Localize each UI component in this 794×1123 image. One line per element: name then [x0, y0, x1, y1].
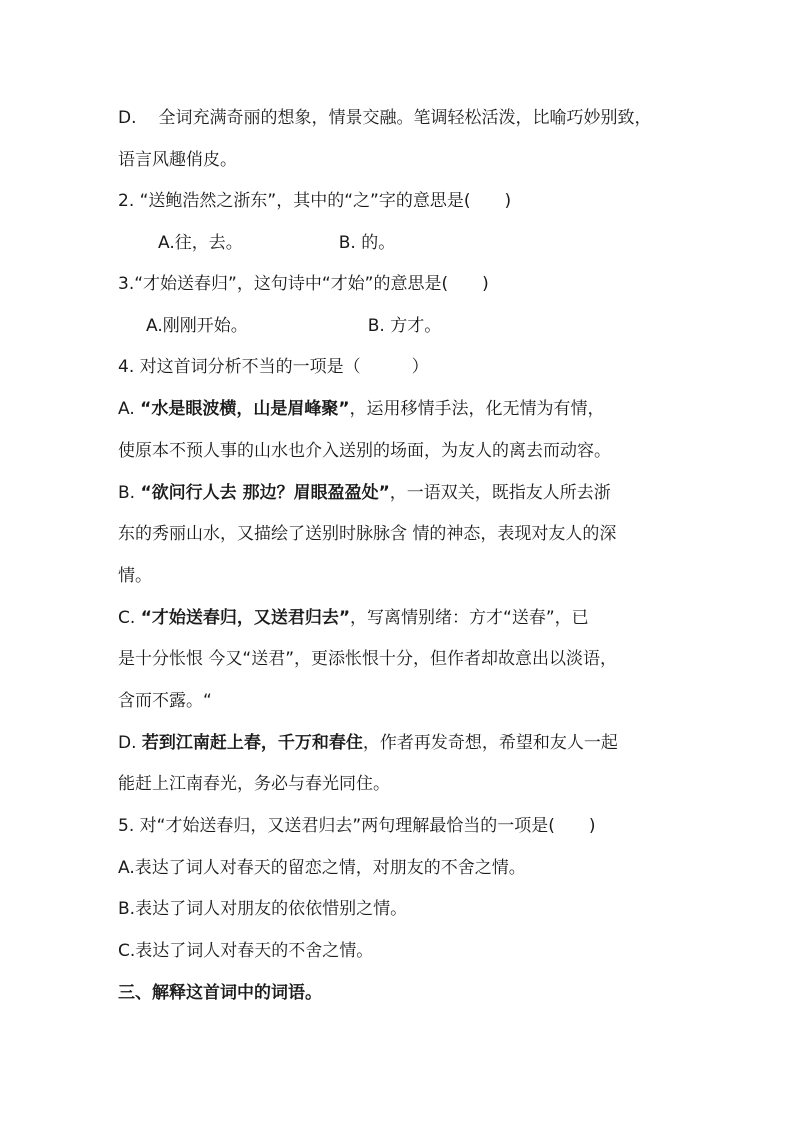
option-label: B.	[118, 483, 141, 503]
q4-option-a-line-1	[118, 397, 605, 421]
option-a: A.往，去。	[158, 233, 243, 253]
quoted-verse: “才始送春归，又送君归去”	[140, 608, 351, 628]
option-text: 全词充满奇丽的想象，情景交融。笔调轻松活泼，比喻巧妙别致，	[158, 108, 652, 128]
option-label: D.	[118, 733, 142, 753]
option-d-line-1	[118, 106, 652, 130]
option-b: B. 的。	[338, 233, 396, 253]
question-4: 4. 对这首词分析不当的一项是（ ）	[118, 357, 429, 377]
option-text: ，一语双关，既指友人所去浙	[389, 483, 611, 503]
q4-option-d-line-2: 能赶上江南春光，务必与春光同住。	[118, 774, 390, 794]
q4-option-b-line-3: 情。	[118, 566, 152, 586]
option-label: D.	[118, 108, 137, 128]
q5-option-b: B.表达了词人对朋友的依依惜别之情。	[118, 899, 408, 919]
question-2: 2. “送鲍浩然之浙东”，其中的“之”字的意思是( )	[118, 191, 512, 211]
q5-option-c: C.表达了词人对春天的不舍之情。	[118, 941, 374, 961]
option-text: ，运用移情手法，化无情为有情，	[349, 399, 605, 419]
q4-option-c-line-3: 含而不露。“	[118, 691, 212, 711]
quoted-verse: “水是眼波横，山是眉峰聚”	[140, 399, 350, 419]
question-3: 3.“才始送春归”，这句诗中“才始”的意思是( )	[118, 274, 489, 294]
quoted-verse: 若到江南赶上春，千万和春住	[141, 733, 363, 753]
quoted-verse: “欲问行人去 那边？眉眼盈盈处”	[140, 483, 390, 503]
q4-option-c-line-2: 是十分怅恨 今又“送君”，更添怅恨十分，但作者却故意出以淡语，	[118, 649, 618, 669]
option-text: ，写离情别绪：方才“送春”，已	[350, 608, 589, 628]
question-3-options	[146, 314, 441, 338]
q4-option-c-line-1	[118, 606, 589, 630]
question-2-options	[158, 231, 395, 255]
section-heading-3: 三、解释这首词中的词语。	[118, 983, 322, 1003]
option-b: B. 方才。	[367, 316, 442, 336]
option-text: ，作者再发奇想，希望和友人一起	[362, 733, 618, 753]
option-label: A.	[118, 399, 141, 419]
q5-option-a: A.表达了词人对春天的留恋之情，对朋友的不舍之情。	[118, 858, 526, 878]
q4-option-b-line-1	[118, 481, 611, 505]
q4-option-a-line-2: 使原本不预人事的山水也介入送别的场面，为友人的离去而动容。	[118, 441, 611, 461]
option-label: C.	[118, 608, 141, 628]
option-d-line-2: 语言风趣俏皮。	[118, 150, 237, 170]
option-a: A.刚刚开始。	[146, 316, 248, 336]
q4-option-b-line-2: 东的秀丽山水，又描绘了送别时脉脉含 情的神态，表现对友人的深	[118, 524, 617, 544]
q4-option-d-line-1	[118, 731, 618, 755]
question-5: 5. 对“才始送春归，又送君归去”两句理解最恰当的一项是( )	[118, 816, 596, 836]
